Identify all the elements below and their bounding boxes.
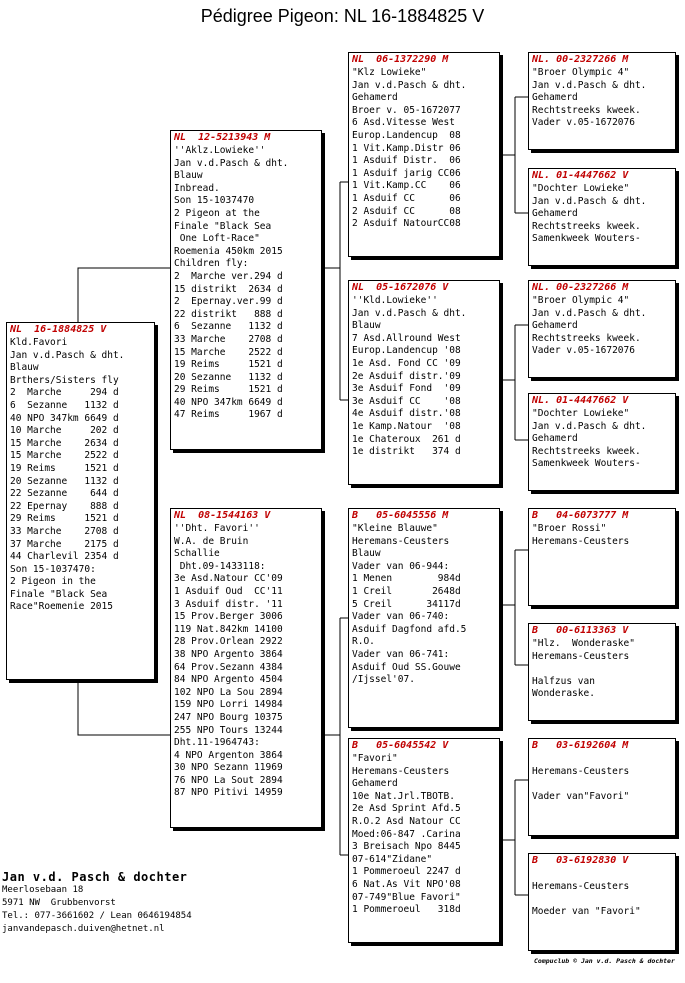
pigeon-info-line: 07-749"Blue Favori" <box>352 891 461 903</box>
pigeon-info-line: 1 Pommeroeul 318d <box>352 904 461 916</box>
pigeon-info-line: 15 Prov.Berger 3006 <box>174 611 283 623</box>
pigeon-info-line: /Ijssel'07. <box>352 674 415 686</box>
pigeon-info-line: 40 NPO 347km 6649 d <box>174 396 283 408</box>
pigeon-info-line: Schallie <box>174 548 220 560</box>
pigeon-info-line: Son 15-1037470: <box>10 563 96 575</box>
pigeon-card-dam-sire <box>348 508 500 728</box>
pigeon-info-line: 44 Charlevil 2354 d <box>10 551 119 563</box>
pigeon-info-line: 10 Marche 202 d <box>10 425 119 437</box>
pigeon-card-ggp-8 <box>528 853 676 951</box>
pigeon-info-line: Dht.11-1964743: <box>174 737 260 749</box>
ring-number: NL 05-1672076 V <box>352 282 449 293</box>
pigeon-card-dam-dam <box>348 738 500 943</box>
pigeon-info-line: Blauw <box>352 320 381 332</box>
ring-number: B 03-6192830 V <box>532 855 629 866</box>
ring-number: NL 08-1544163 V <box>174 510 271 521</box>
pigeon-info-line: 2e Asduif distr.'09 <box>352 370 461 382</box>
pigeon-card-sire-sire <box>348 52 500 257</box>
pigeon-info-line: Brthers/Sisters fly <box>10 374 119 386</box>
pigeon-info-line: Finale "Black Sea <box>10 588 108 600</box>
pigeon-info-line: 1e Kamp.Natour '08 <box>352 420 461 432</box>
pigeon-info-line <box>532 663 672 676</box>
pigeon-info-line <box>532 893 672 906</box>
pigeon-info-line: 4e Asduif distr.'08 <box>352 408 461 420</box>
pigeon-info-line: 1 Creil 2648d <box>352 585 461 597</box>
pigeon-info-line: 2 Epernay.ver.99 d <box>174 296 283 308</box>
owner-email[interactable]: janvandepasch.duiven@hetnet.nl <box>2 924 165 934</box>
pigeon-info-line: 2e Asd Sprint Afd.5 <box>352 803 461 815</box>
pigeon-info-line: 4 NPO Argenton 3864 <box>174 749 283 761</box>
pigeon-info-line: 1 Asduif CC 06 <box>352 192 461 204</box>
pigeon-card-ggp-4 <box>528 393 676 491</box>
pigeon-info-line: 20 Sezanne 1132 d <box>174 371 283 383</box>
page-title: Pédigree Pigeon: NL 16-1884825 V <box>200 6 485 26</box>
pigeon-info-line: 2 Asduif NatourCC08 <box>352 218 461 230</box>
pigeon-info-line: 30 NPO Sezann 11969 <box>174 762 283 774</box>
pigeon-info-line: ''Dht. Favori'' <box>174 523 260 534</box>
pigeon-info-line: 6 Sezanne 1132 d <box>10 399 119 411</box>
pigeon-info-line: 29 Reims 1521 d <box>174 384 283 396</box>
pigeon-info-line: 3e Asd.Natour CC'09 <box>174 573 283 585</box>
pigeon-info-line: Inbread. <box>174 182 220 194</box>
pigeon-info-line: 07-614"Zidane" <box>352 853 433 865</box>
pigeon-info-line: Vader van 06-740: <box>352 611 450 623</box>
pigeon-info-line <box>532 778 672 791</box>
pigeon-info-line: Dht.09-1433118: <box>174 560 266 572</box>
ring-number: NL. 01-4447662 V <box>532 170 629 181</box>
pigeon-info-line: 19 Reims 1521 d <box>10 462 119 474</box>
ring-number: NL 06-1372290 M <box>352 54 449 65</box>
pigeon-info-line: Gehamerd <box>352 778 398 790</box>
pigeon-info-line: 19 Reims 1521 d <box>174 359 283 371</box>
pigeon-info-line: 2 Pigeon at the <box>174 207 260 219</box>
pigeon-info-line: Vader van"Favori" <box>532 790 630 802</box>
pigeon-info-line: 15 distrikt 2634 d <box>174 283 283 295</box>
pigeon-info-line: Kld.Favori <box>10 337 68 348</box>
pigeon-info-line: Rechtstreeks kweek. <box>532 104 641 116</box>
pigeon-info-line: 6 Nat.As Vit NPO'08 <box>352 878 461 890</box>
pigeon-info-line: 15 Marche 2522 d <box>10 450 119 462</box>
pigeon-info-line: Rechtstreeks kweek. <box>532 332 641 344</box>
pigeon-info-line: "Dochter Lowieke" <box>532 183 630 194</box>
pigeon-info-line: "Dochter Lowieke" <box>532 408 630 419</box>
owner-address: Meerlosebaan 18 <box>2 885 84 895</box>
pigeon-card-sire-dam <box>348 280 500 485</box>
pigeon-info-line: 1e Chateroux 261 d <box>352 433 461 445</box>
pigeon-info-line: "Broer Olympic 4" <box>532 295 630 306</box>
pigeon-info-line: Vader v.05-1672076 <box>532 117 635 129</box>
pigeon-info-line <box>532 753 672 766</box>
pigeon-info-line: Heremans-Ceusters <box>352 765 450 777</box>
pigeon-card-ggp-3 <box>528 280 676 378</box>
pigeon-info-line: Moed:06-847 .Carina <box>352 828 461 840</box>
pigeon-info-line: 1 Menen 984d <box>352 573 461 585</box>
pigeon-info-line: 84 NPO Argento 4504 <box>174 674 283 686</box>
pigeon-card-ggp-1 <box>528 52 676 150</box>
pigeon-info-line: 76 NPO La Sout 2894 <box>174 774 283 786</box>
footer-credit: Compuclub © Jan v.d. Pasch & dochter <box>534 957 675 965</box>
ring-number: B 05-6045556 M <box>352 510 449 521</box>
ring-number: B 04-6073777 M <box>532 510 629 521</box>
pigeon-info-line: Jan v.d.Pasch & dht. <box>532 195 647 207</box>
pigeon-info-line: Gehamerd <box>532 208 578 220</box>
pigeon-info-line: 37 Marche 2175 d <box>10 538 119 550</box>
pigeon-info-line: "Hlz. Wonderaske" <box>532 638 635 649</box>
pigeon-info-line: Jan v.d.Pasch & dht. <box>10 349 125 361</box>
pigeon-info-line: "Broer Rossi" <box>532 523 607 534</box>
pigeon-info-line: 20 Sezanne 1132 d <box>10 475 119 487</box>
pigeon-info-line: 2 Marche 294 d <box>10 387 119 399</box>
owner-phone: Tel.: 077-3661602 / Lean 0646194854 <box>2 911 192 921</box>
pigeon-info-line: Blauw <box>352 548 381 560</box>
pigeon-info-line: Samenkweek Wouters- <box>532 458 641 470</box>
pigeon-card-sire <box>170 130 322 450</box>
pigeon-info-line: "Favori" <box>352 753 398 764</box>
pigeon-info-line: 33 Marche 2708 d <box>10 525 119 537</box>
pigeon-info-line: Jan v.d.Pasch & dht. <box>532 307 647 319</box>
pigeon-info-line: Roemenia 450km 2015 <box>174 245 283 257</box>
ring-number: NL. 00-2327266 M <box>532 54 629 65</box>
pigeon-info-line: Vader v.05-1672076 <box>532 345 635 357</box>
pigeon-info-line: "Kleine Blauwe" <box>352 523 438 534</box>
ring-number: NL 16-1884825 V <box>10 324 107 335</box>
pigeon-card-ggp-7 <box>528 738 676 836</box>
owner-name: Jan v.d. Pasch & dochter <box>2 870 188 884</box>
pigeon-info-line: ''Aklz.Lowieke'' <box>174 145 266 156</box>
pigeon-info-line: 1 Pommeroeul 2247 d <box>352 866 461 878</box>
pigeon-info-line: 2 Asduif CC 08 <box>352 205 461 217</box>
pigeon-info-line: Vader van 06-741: <box>352 648 450 660</box>
pigeon-info-line: One Loft-Race" <box>174 233 260 245</box>
pigeon-info-line: 247 NPO Bourg 10375 <box>174 711 283 723</box>
pigeon-info-line: Blauw <box>10 362 39 374</box>
pigeon-info-line: Vader van 06-944: <box>352 560 450 572</box>
pigeon-info-line: 38 NPO Argento 3864 <box>174 648 283 660</box>
pigeon-info-line: Rechtstreeks kweek. <box>532 220 641 232</box>
pigeon-info-line: 6 Asd.Vitesse West <box>352 117 455 129</box>
pigeon-info-line: Finale "Black Sea <box>174 220 272 232</box>
pigeon-info-line: ''Kld.Lowieke'' <box>352 295 438 306</box>
pigeon-info-line: 22 distrikt 888 d <box>174 308 283 320</box>
pigeon-info-line: 3 Breisach Npo 8445 <box>352 841 461 853</box>
pigeon-info-line: 102 NPO La Sou 2894 <box>174 686 283 698</box>
pigeon-info-line: Broer v. 05-1672077 <box>352 104 461 116</box>
pigeon-info-line: 15 Marche 2522 d <box>174 346 283 358</box>
pigeon-info-line: Gehamerd <box>532 92 578 104</box>
pigeon-info-line: 40 NPO 347km 6649 d <box>10 412 119 424</box>
pigeon-info-line: Asduif Oud SS.Gouwe <box>352 661 461 673</box>
owner-info <box>2 870 192 936</box>
pigeon-info-line: "Broer Olympic 4" <box>532 67 630 78</box>
pigeon-info-line: Gehamerd <box>532 433 578 445</box>
pigeon-info-line: Europ.Landencup 08 <box>352 129 461 141</box>
pigeon-info-line: Halfzus van <box>532 675 595 687</box>
pigeon-info-line: 2 Marche ver.294 d <box>174 270 283 282</box>
pigeon-info-line: Jan v.d.Pasch & dht. <box>532 420 647 432</box>
pigeon-info-line: 1 Asduif Oud CC'11 <box>174 585 283 597</box>
ring-number: B 05-6045542 V <box>352 740 449 751</box>
pigeon-info-line: 1e distrikt 374 d <box>352 446 461 458</box>
pigeon-info-line: 47 Reims 1967 d <box>174 409 283 421</box>
pigeon-info-line: Son 15-1037470 <box>174 195 255 207</box>
pigeon-info-line: Heremans-Ceusters <box>532 535 630 547</box>
pigeon-info-line: 3 Asduif distr. '11 <box>174 598 283 610</box>
pigeon-info-line: 22 Epernay 888 d <box>10 500 119 512</box>
pigeon-info-line: 10e Nat.Jrl.TBOTB. <box>352 790 455 802</box>
pigeon-info-line: 22 Sezanne 644 d <box>10 488 119 500</box>
pigeon-info-line: Heremans-Ceusters <box>352 535 450 547</box>
pigeon-info-line: Jan v.d.Pasch & dht. <box>532 79 647 91</box>
pigeon-info-line: 15 Marche 2634 d <box>10 437 119 449</box>
ring-number: NL. 01-4447662 V <box>532 395 629 406</box>
pigeon-info-line: Gehamerd <box>532 320 578 332</box>
pigeon-card-ggp-6 <box>528 623 676 721</box>
pigeon-info-line: 7 Asd.Allround West <box>352 332 461 344</box>
pigeon-info-line: Blauw <box>174 170 203 182</box>
pigeon-info-line <box>532 868 672 881</box>
ring-number: NL. 00-2327266 M <box>532 282 629 293</box>
pigeon-info-line: Asduif Dagfond afd.5 <box>352 623 467 635</box>
ring-number: NL 12-5213943 M <box>174 132 271 143</box>
pigeon-info-line: 3e Asduif Fond '09 <box>352 383 461 395</box>
pigeon-info-line: 29 Reims 1521 d <box>10 513 119 525</box>
pigeon-info-line: Europ.Landencup '08 <box>352 345 461 357</box>
pigeon-info-line: Heremans-Ceusters <box>532 650 630 662</box>
owner-city: 5971 NW Grubbenvorst <box>2 898 116 908</box>
pigeon-info-line: 159 NPO Lorri 14984 <box>174 699 283 711</box>
pigeon-info-line: 119 Nat.842km 14100 <box>174 623 283 635</box>
pigeon-info-line: W.A. de Bruin <box>174 535 249 547</box>
pigeon-card-dam <box>170 508 322 828</box>
pigeon-info-line: Wonderaske. <box>532 688 595 700</box>
pigeon-info-line: R.O. <box>352 636 375 648</box>
pigeon-info-line: Jan v.d.Pasch & dht. <box>174 157 289 169</box>
pigeon-info-line: Gehamerd <box>352 92 398 104</box>
pigeon-info-line: 2 Pigeon in the <box>10 576 96 588</box>
pigeon-info-line: 1 Asduif jarig CC06 <box>352 167 461 179</box>
pigeon-info-line: Race"Roemenie 2015 <box>10 601 113 613</box>
pigeon-info-line: 1e Asd. Fond CC '09 <box>352 357 461 369</box>
pigeon-info-line: Samenkweek Wouters- <box>532 233 641 245</box>
pigeon-info-line: 255 NPO Tours 13244 <box>174 724 283 736</box>
ring-number: B 03-6192604 M <box>532 740 629 751</box>
pigeon-info-line: 3e Asduif CC '08 <box>352 395 461 407</box>
pigeon-info-line: Moeder van "Favori" <box>532 905 641 917</box>
pigeon-info-line: 33 Marche 2708 d <box>174 333 283 345</box>
pigeon-info-line: 87 NPO Pitivi 14959 <box>174 787 283 799</box>
pigeon-info-line: "Klz Lowieke" <box>352 67 427 78</box>
pigeon-info-line: 64 Prov.Sezann 4384 <box>174 661 283 673</box>
pigeon-info-line: 28 Prov.Orlean 2922 <box>174 636 283 648</box>
pigeon-info-line: 1 Vit.Kamp.CC 06 <box>352 180 461 192</box>
pigeon-info-line: Jan v.d.Pasch & dht. <box>352 79 467 91</box>
ring-number: B 00-6113363 V <box>532 625 629 636</box>
pigeon-info-line: Rechtstreeks kweek. <box>532 445 641 457</box>
pigeon-info-line: 5 Creil 34117d <box>352 598 461 610</box>
pigeon-info-line: Heremans-Ceusters <box>532 765 630 777</box>
pigeon-card-ggp-5 <box>528 508 676 606</box>
pigeon-info-line: Heremans-Ceusters <box>532 880 630 892</box>
pigeon-info-line: 1 Asduif Distr. 06 <box>352 155 461 167</box>
pigeon-info-line: R.O.2 Asd Natour CC <box>352 815 461 827</box>
pigeon-card-ggp-2 <box>528 168 676 266</box>
pigeon-info-line: 6 Sezanne 1132 d <box>174 321 283 333</box>
pigeon-info-line: Children fly: <box>174 258 249 270</box>
pigeon-card-subject <box>6 322 155 680</box>
pigeon-info-line: Jan v.d.Pasch & dht. <box>352 307 467 319</box>
pigeon-info-line: 1 Vit.Kamp.Distr 06 <box>352 142 461 154</box>
